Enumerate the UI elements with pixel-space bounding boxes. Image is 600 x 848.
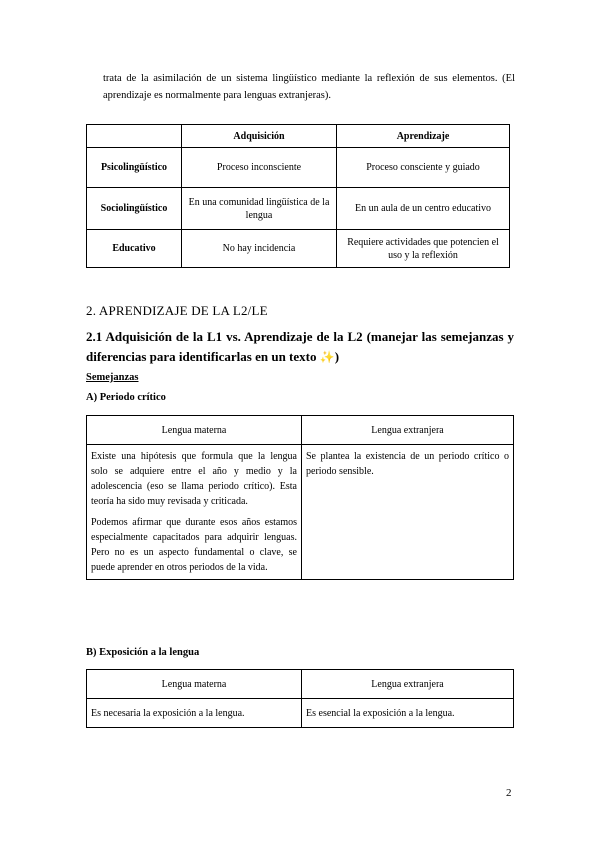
intro-paragraph: trata de la asimilación de un sistema lingüístico mediante la reflexión de sus elementos. (El aprendizaje es normalmente para lenguas extranjeras). xyxy=(103,73,515,101)
section-title: 2. APRENDIZAJE DE LA L2/LE xyxy=(86,303,268,318)
table-row xyxy=(87,230,510,268)
cell-adquisicion: No hay incidencia xyxy=(182,230,337,268)
cell-adquisicion: Proceso inconsciente xyxy=(182,148,337,188)
cell-lengua-materna xyxy=(87,445,302,580)
subsection-title-close: ) xyxy=(334,349,340,364)
row-label: Educativo xyxy=(87,230,182,268)
table-header-empty xyxy=(87,125,182,148)
periodo-critico-table xyxy=(86,415,514,580)
part-a-title: A) Periodo crítico xyxy=(86,392,166,403)
cell-adquisicion: En una comunidad lingüística de la lengua xyxy=(182,188,337,230)
table-row xyxy=(87,445,514,580)
cell-aprendizaje: Proceso consciente y guiado xyxy=(337,148,510,188)
cell-aprendizaje: En un aula de un centro educativo xyxy=(337,188,510,230)
header-lengua-extranjera: Lengua extranjera xyxy=(302,416,514,445)
table-row xyxy=(87,699,514,728)
row-label: Sociolingüístico xyxy=(87,188,182,230)
cell-paragraph: Existe una hipótesis que formula que la lengua solo se adquiere entre el año y medio y la adolescencia (eso se llama periodo crítico). Esta teoría ha sido muy revisada y criticada. xyxy=(91,451,297,507)
table-header-row xyxy=(87,125,510,148)
table-header-row xyxy=(87,670,514,699)
header-lengua-extranjera: Lengua extranjera xyxy=(302,670,514,699)
header-lengua-materna: Lengua materna xyxy=(87,416,302,445)
table-row xyxy=(87,148,510,188)
sparkle-icon: ✨ xyxy=(319,350,335,364)
table-row xyxy=(87,188,510,230)
cell-paragraph: Podemos afirmar que durante esos años estamos especialmente capacitados para adquirir lenguas. Pero no es un aspecto fundamental o clave, se puede aprender en otros periodos de la vida. xyxy=(91,517,297,573)
page-number: 2 xyxy=(506,787,512,799)
semejanzas-heading: Semejanzas xyxy=(86,372,139,383)
exposicion-table xyxy=(86,669,514,728)
cell-lengua-extranjera: Es esencial la exposición a la lengua. xyxy=(302,699,514,728)
cell-aprendizaje: Requiere actividades que potencien el uso y la reflexión xyxy=(337,230,510,268)
table-header-row xyxy=(87,416,514,445)
row-label: Psicolingüístico xyxy=(87,148,182,188)
subsection-title-text: 2.1 Adquisición de la L1 vs. Aprendizaje de la L2 (manejar las semejanzas y diferencias para identificarlas en un texto xyxy=(86,329,514,364)
table-header-adquisicion: Adquisición xyxy=(182,125,337,148)
subsection-title xyxy=(86,327,514,367)
part-b-title: B) Exposición a la lengua xyxy=(86,647,200,658)
table-header-aprendizaje: Aprendizaje xyxy=(337,125,510,148)
cell-lengua-materna: Es necesaria la exposición a la lengua. xyxy=(87,699,302,728)
cell-lengua-extranjera: Se plantea la existencia de un periodo crítico o periodo sensible. xyxy=(302,445,514,580)
comparison-table xyxy=(86,124,510,268)
header-lengua-materna: Lengua materna xyxy=(87,670,302,699)
